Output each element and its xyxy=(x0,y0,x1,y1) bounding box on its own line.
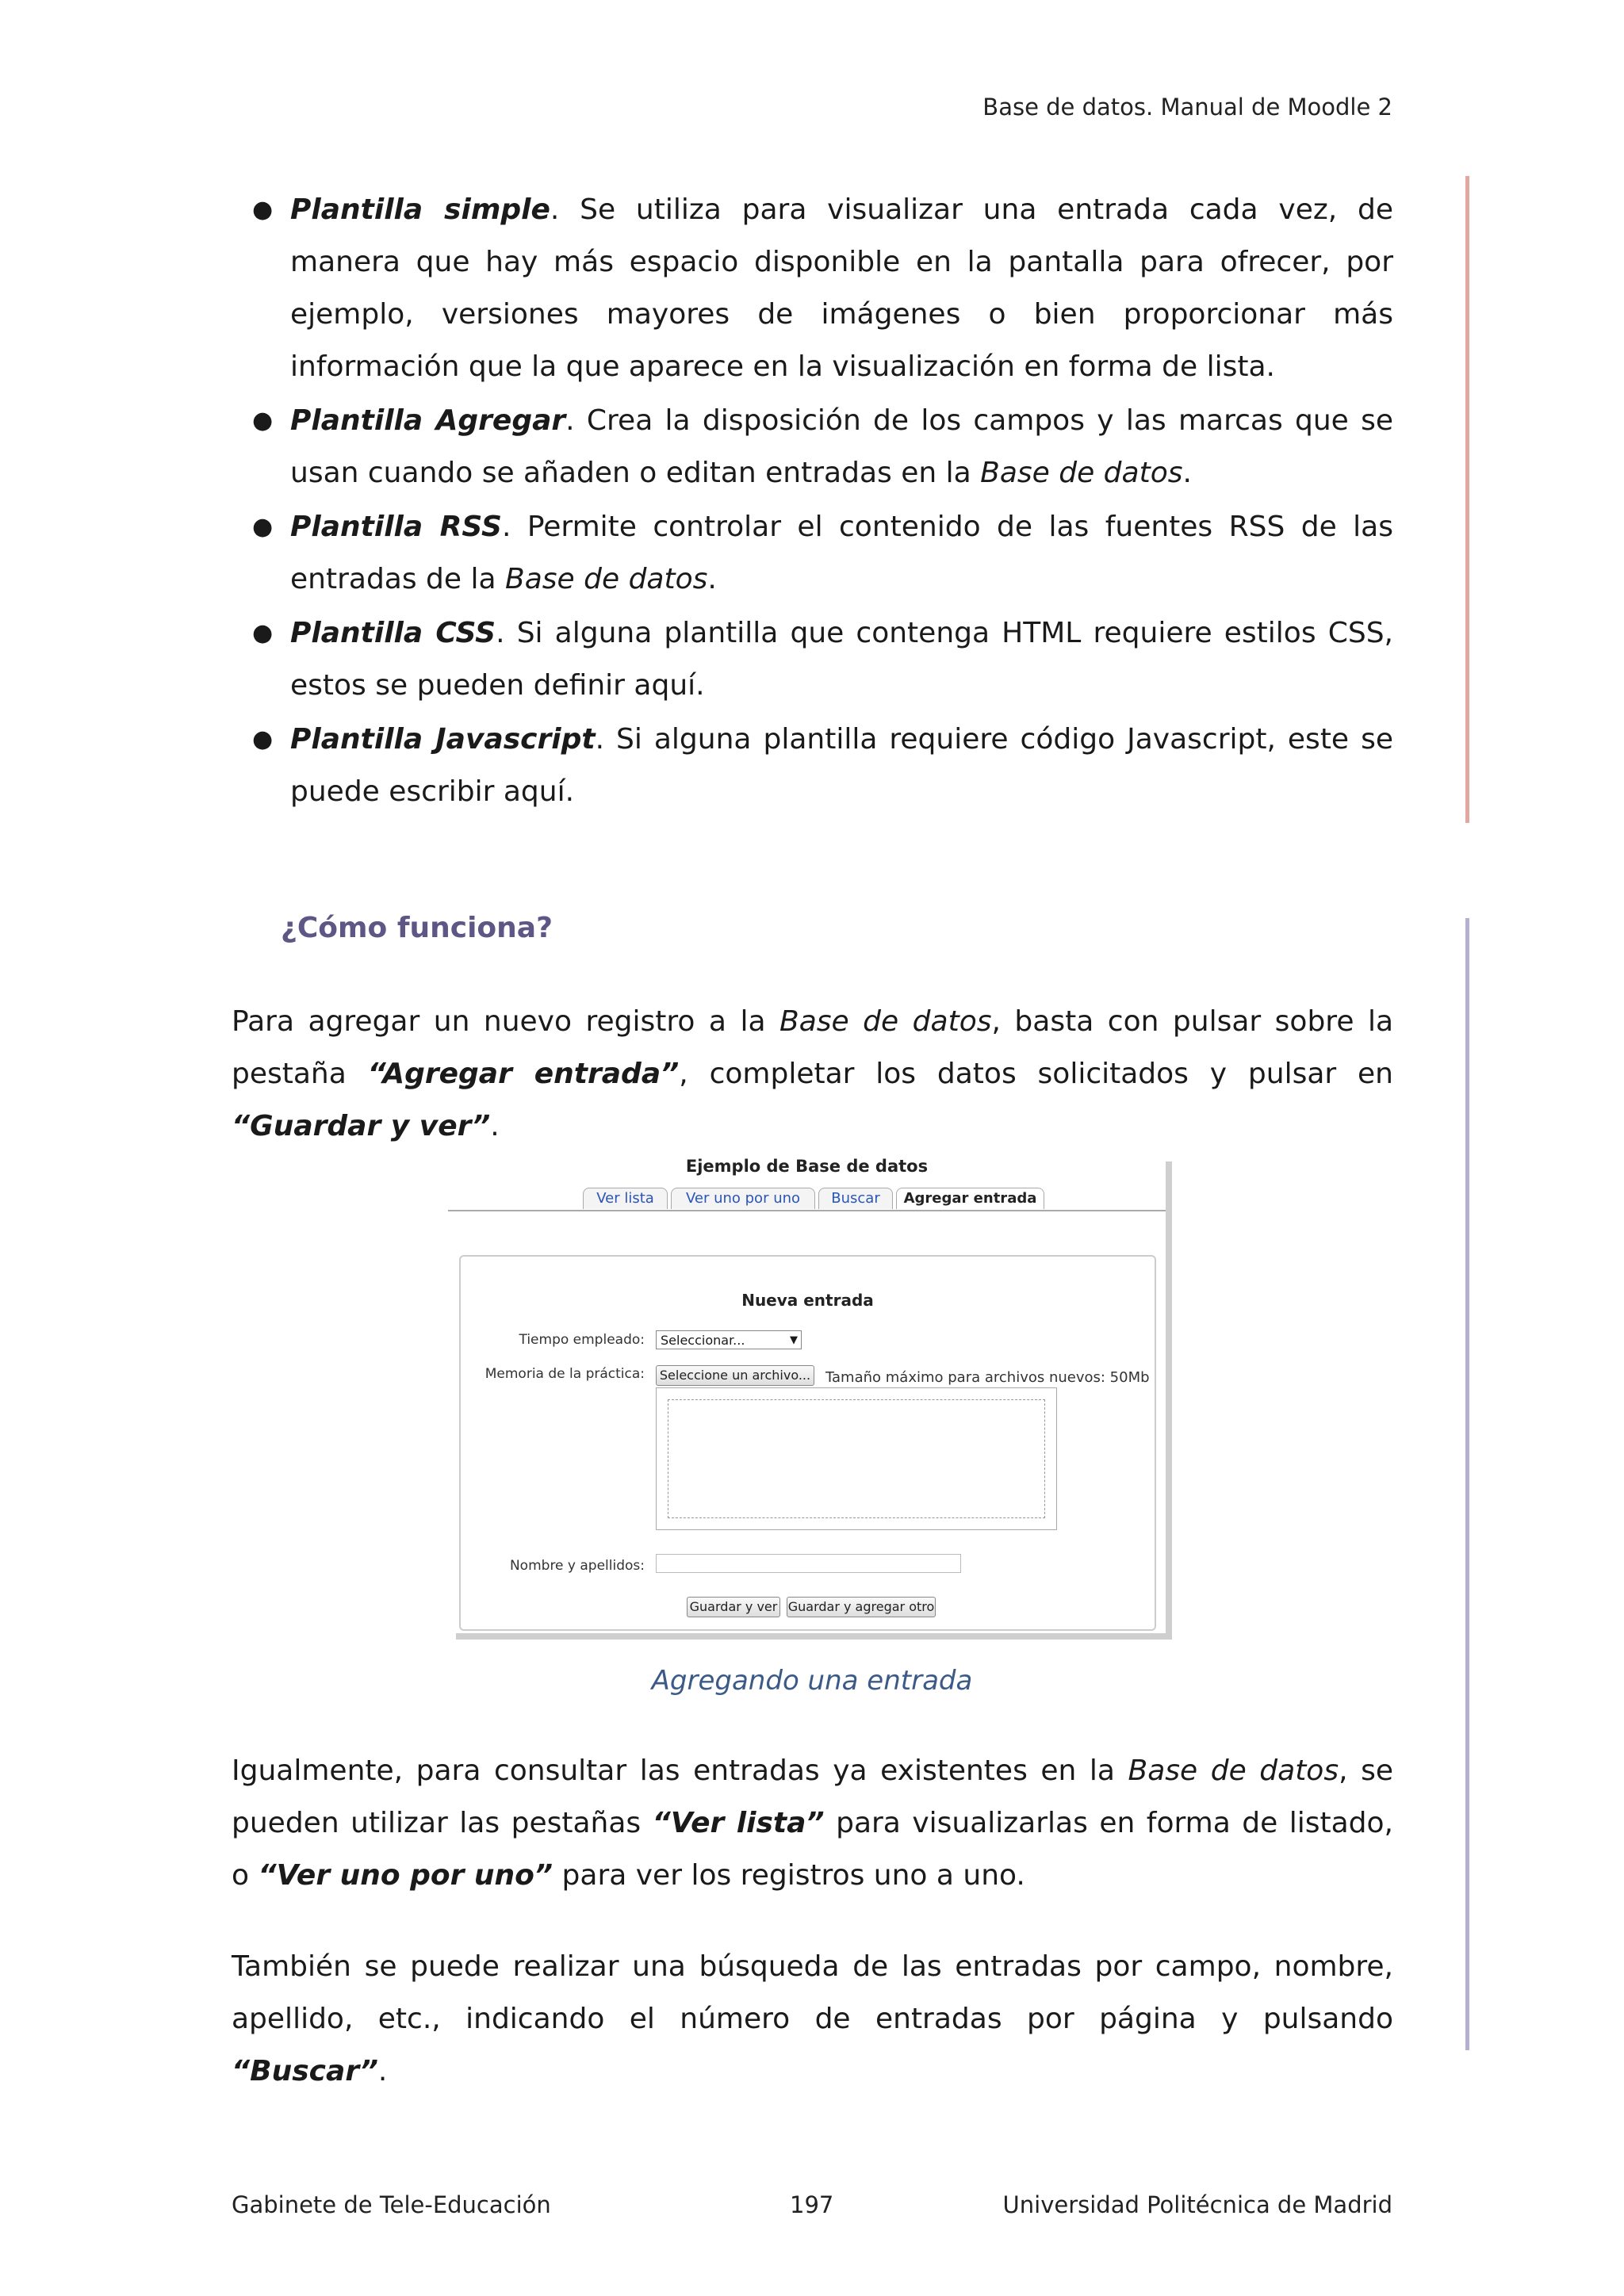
list-item-text: . Si alguna plantilla que contenga HTML requiere estilos CSS, estos se pueden definir aquí. xyxy=(290,617,1393,702)
list-item-text: . Crea la disposición de los campos y las marcas que se usan cuando se añaden o editan entradas en la xyxy=(290,404,1393,489)
time-select[interactable] xyxy=(656,1330,802,1349)
list-item xyxy=(232,714,1393,818)
margin-rule-red xyxy=(1465,176,1469,823)
list-item-term: Plantilla Javascript xyxy=(290,723,596,756)
paragraph-search xyxy=(232,1941,1393,2098)
text-run: , completar los datos solicitados y pulsar en xyxy=(679,1058,1393,1090)
margin-rule-purple xyxy=(1465,918,1469,2050)
file-drop-area[interactable] xyxy=(656,1387,1057,1530)
footer-right: Universidad Politécnica de Madrid xyxy=(1002,2191,1392,2218)
section-heading: ¿Cómo funciona? xyxy=(281,912,553,944)
bullet-icon: ● xyxy=(252,196,274,224)
list-item-term: Plantilla Agregar xyxy=(290,404,566,437)
text-run: , se pueden utilizar las pestañas xyxy=(232,1755,1393,1839)
list-item-term: Plantilla RSS xyxy=(290,511,502,543)
list-item-term: Plantilla CSS xyxy=(290,617,496,649)
chevron-down-icon: ▼ xyxy=(790,1334,798,1346)
bullet-icon: ● xyxy=(252,725,274,753)
list-item-text: . Permite controlar el contenido de las fuentes RSS de las entradas de la xyxy=(290,511,1393,595)
bullet-icon: ● xyxy=(252,513,274,541)
tab-buscar[interactable]: Buscar xyxy=(818,1188,893,1209)
drop-zone-border xyxy=(668,1399,1045,1518)
text-quote: “Agregar entrada” xyxy=(367,1058,680,1090)
bullet-icon: ● xyxy=(252,619,274,647)
text-run: para ver los registros uno a uno. xyxy=(553,1859,1025,1892)
tab-ver-lista[interactable]: Ver lista xyxy=(583,1188,668,1209)
list-item xyxy=(232,395,1393,499)
text-run: Igualmente, para consultar las entradas ya existentes en la xyxy=(232,1755,1128,1787)
running-header: Base de datos. Manual de Moodle 2 xyxy=(982,94,1392,121)
figure-shadow xyxy=(456,1633,1172,1640)
text-run: También se puede realizar una búsqueda de las entradas por campo, nombre, apellido, etc., indicando el número de entradas por página y pulsando xyxy=(232,1950,1393,2035)
text-emphasis: Base de datos xyxy=(779,1005,992,1038)
bullet-icon: ● xyxy=(252,407,274,434)
text-quote: “Buscar” xyxy=(232,2055,378,2087)
list-item-tail: . xyxy=(707,563,717,595)
list-item-emphasis: Base de datos xyxy=(505,563,708,595)
save-and-add-button[interactable]: Guardar y agregar otro xyxy=(787,1597,936,1617)
tab-ver-uno-por-uno[interactable]: Ver uno por uno xyxy=(671,1188,815,1209)
time-label: Tiempo empleado: xyxy=(519,1332,645,1348)
figure-shadow xyxy=(1166,1161,1172,1640)
save-and-view-button[interactable]: Guardar y ver xyxy=(687,1597,780,1617)
max-size-note: Tamaño máximo para archivos nuevos: 50Mb xyxy=(825,1369,1150,1386)
name-input[interactable] xyxy=(656,1554,961,1573)
list-item-text: . Si alguna plantilla requiere código Javascript, este se puede escribir aquí. xyxy=(290,723,1393,808)
form-title: Nueva entrada xyxy=(741,1291,874,1310)
template-list xyxy=(232,184,1393,820)
memory-label: Memoria de la práctica: xyxy=(485,1366,645,1382)
list-item-term: Plantilla simple xyxy=(290,193,550,226)
select-value: Seleccionar... xyxy=(661,1333,745,1348)
name-label: Nombre y apellidos: xyxy=(509,1558,645,1574)
moodle-screenshot-figure xyxy=(448,1154,1166,1633)
text-quote: “Ver uno por uno” xyxy=(258,1859,553,1892)
list-item-text: . Se utiliza para visualizar una entrada cada vez, de manera que hay más espacio disponible en la pantalla para ofrecer, por ejemplo, versiones mayores de imágenes o bien proporcionar más información que la que aparece en la visualización en forma de lista. xyxy=(290,193,1393,383)
list-item xyxy=(232,501,1393,606)
database-title: Ejemplo de Base de datos xyxy=(685,1157,929,1176)
text-quote: “Ver lista” xyxy=(652,1807,825,1839)
tab-divider xyxy=(448,1210,1166,1211)
choose-file-button[interactable]: Seleccione un archivo... xyxy=(656,1365,814,1386)
text-emphasis: Base de datos xyxy=(1128,1755,1339,1787)
paragraph-consult xyxy=(232,1745,1393,1902)
list-item-tail: . xyxy=(1182,457,1192,489)
tab-agregar-entrada[interactable]: Agregar entrada xyxy=(896,1188,1044,1209)
text-run: para visualizarlas en forma de listado, o xyxy=(232,1807,1394,1892)
text-run: , basta con pulsar sobre la pestaña xyxy=(232,1005,1394,1090)
figure-caption: Agregando una entrada xyxy=(651,1665,973,1697)
text-run: . xyxy=(377,2055,388,2087)
entry-form xyxy=(459,1255,1156,1631)
text-quote: “Guardar y ver” xyxy=(232,1110,491,1142)
footer-left: Gabinete de Tele-Educación xyxy=(232,2191,551,2218)
page-number: 197 xyxy=(790,2191,834,2218)
text-run: Para agregar un nuevo registro a la xyxy=(232,1005,780,1038)
text-run: . xyxy=(490,1110,500,1142)
list-item xyxy=(232,184,1393,393)
paragraph-intro xyxy=(232,996,1393,1153)
list-item xyxy=(232,607,1393,712)
list-item-emphasis: Base de datos xyxy=(980,457,1183,489)
